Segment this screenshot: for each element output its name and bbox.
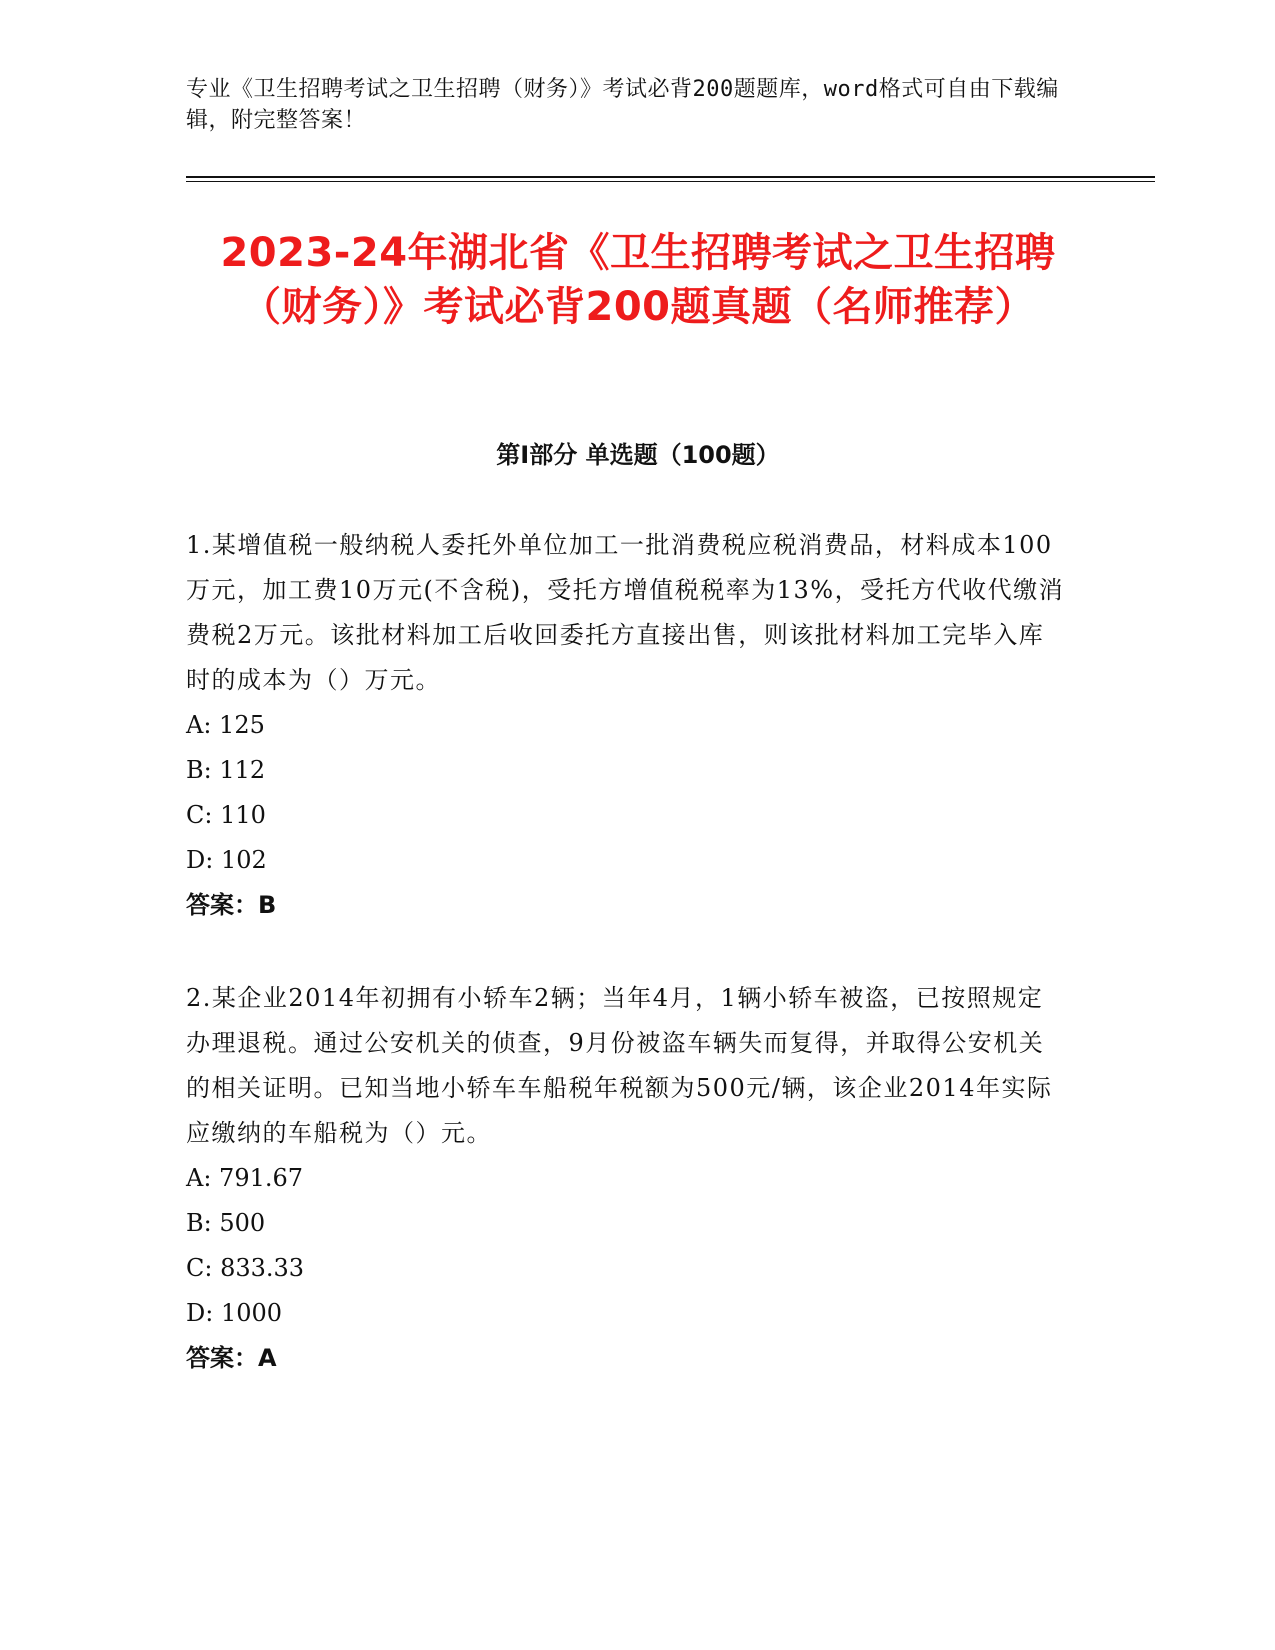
document-title: 2023-24年湖北省《卫生招聘考试之卫生招聘（财务）》考试必背200题真题（名师推荐）: [220, 230, 1056, 330]
question-2: [186, 976, 1066, 1381]
header-divider-thin: [186, 181, 1155, 182]
option-a: A: 125: [186, 711, 265, 739]
option-d: D: 102: [186, 846, 267, 874]
question-1: [186, 523, 1066, 928]
question-stem: 1.某增值税一般纳税人委托外单位加工一批消费税应税消费品，材料成本100万元，加工费10万元(不含税)，受托方增值税税率为13%，受托方代收代缴消费税2万元。该批材料加工后收回委托方直接出售，则该批材料加工完毕入库时的成本为（）万元。: [186, 531, 1065, 694]
option-b: B: 112: [186, 756, 266, 784]
answer: 答案：B: [186, 891, 277, 919]
section-heading: 第I部分 单选题（100题）: [496, 441, 780, 469]
option-b: B: 500: [186, 1209, 266, 1237]
option-a: A: 791.67: [186, 1164, 304, 1192]
header-divider-thick: [186, 176, 1155, 178]
header-note: 专业《卫生招聘考试之卫生招聘（财务）》考试必背200题题库，word格式可自由下载编辑，附完整答案！: [186, 77, 1059, 133]
option-c: C: 110: [186, 801, 266, 829]
option-d: D: 1000: [186, 1299, 283, 1327]
question-stem: 2.某企业2014年初拥有小轿车2辆；当年4月，1辆小轿车被盗，已按照规定办理退税。通过公安机关的侦查，9月份被盗车辆失而复得，并取得公安机关的相关证明。已知当地小轿车车船税年税额为500元/辆，该企业2014年实际应缴纳的车船税为（）元。: [186, 984, 1053, 1147]
option-c: C: 833.33: [186, 1254, 305, 1282]
answer: 答案：A: [186, 1344, 277, 1372]
